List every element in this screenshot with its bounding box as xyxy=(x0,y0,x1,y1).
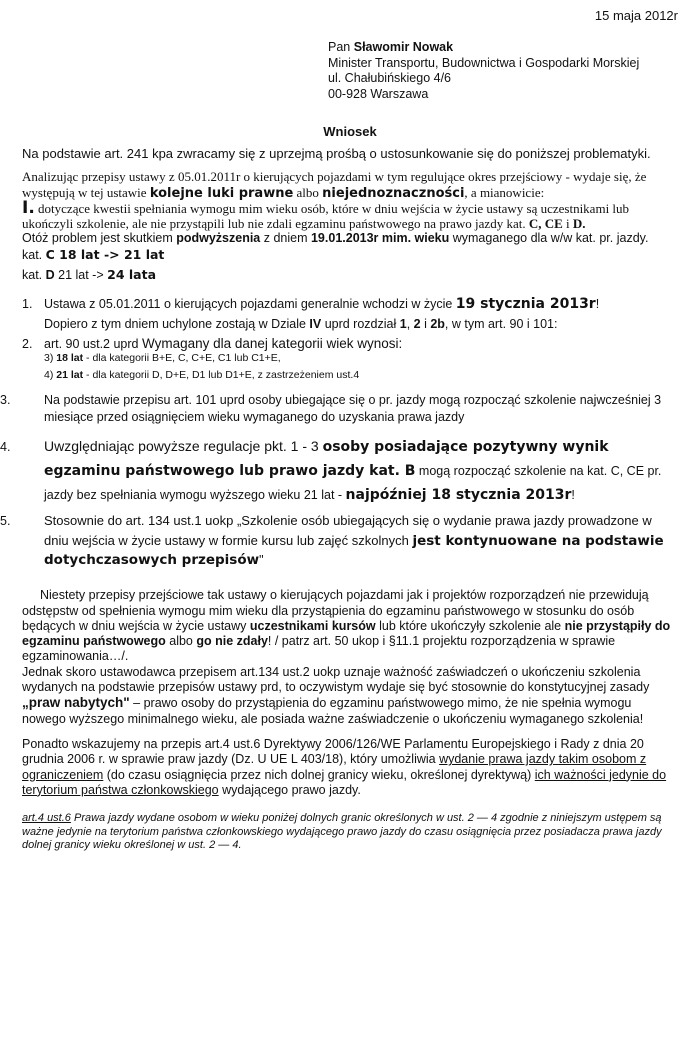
paragraph-directive: Ponadto wskazujemy na przepis art.4 ust.6 Dyrektywy 2006/126/WE Parlamentu Europejskiego i Rady z dnia 20 grudnia 2006 r. w sprawie praw jazdy (Dz. U UE L 403/18), który umożliwia wydanie prawa jazdy takim osobom z ograniczeniem (do czasu osiągnięcia przez nich dolnej granicy wieku, określonej dyrektywą) ich ważności jedynie do terytorium państwa członkowskiego wydającego prawo jazdy. xyxy=(22,736,667,797)
recipient-address xyxy=(328,40,639,102)
salutation: Pan xyxy=(328,40,351,54)
recipient-name: Sławomir Nowak xyxy=(353,40,454,54)
list-item-1-detail: Dopiero z tym dniem uchylone zostają w Dziale IV uprd rozdział 1, 2 i 2b, w tym art. 90 i 101: xyxy=(44,316,558,331)
document-title: Wniosek xyxy=(323,124,377,139)
point-i-marker: I. xyxy=(22,197,35,218)
recipient-street: ul. Chałubińskiego 4/6 xyxy=(328,71,451,85)
list-item-4: 4. Uwzględniając powyższe regulacje pkt. 1 - 3 osoby posiadające pozytywny wynik egzaminu państwowego lub prawo jazdy kat. B mogą rozpocząć szkolenie na kat. C, CE pr. jazdy bez spełniania wymogu wyższego wieku 21 lat - najpóźniej 18 stycznia 2013r! xyxy=(0,438,662,504)
letter-date: 15 maja 2012r xyxy=(594,8,678,23)
recipient-city: 00-928 Warszawa xyxy=(328,86,429,101)
directive-quote: art.4 ust.6 Prawa jazdy wydane osobom w wieku poniżej dolnych granic określonych w ust. 2 — 4 zgodnie z niniejszym ustępem są ważne jedynie na terytorium państwa członkowskiego wydającego prawo jazdy do czasu osiągnięcia przez posiadacza prawa jazdy dolnej granicy wieku określonej w ust. 2 — 4. xyxy=(22,812,662,852)
point-i: I. dotyczące kwestii spełniania wymogu mim wieku osób, które w dniu wejścia w życie ustawy są uczestnikami lub ukończyli szkolenie, ale nie przystąpili lub nie zdali egzaminu państwowego na prawo jazdy kat. C, CE i D. xyxy=(22,197,630,232)
list-item-2: 2. art. 90 ust.2 uprd Wymagany dla danej kategorii wiek wynosi: xyxy=(22,335,403,351)
analysis-paragraph: Analizując przepisy ustawy z 05.01.2011r o kierujących pojazdami w tym regulujące okres przejściowy - wydaje się, że występują w tej ustawie kolejne luki prawne albo niejednoznaczności, a mianowicie: xyxy=(22,169,647,201)
kat-c-line: kat. C 18 lat -> 21 lat xyxy=(22,246,165,262)
list-item-1: 1. Ustawa z 05.01.2011 o kierujących pojazdami generalnie wchodzi w życie 19 stycznia 2013r! xyxy=(22,296,600,313)
recipient-name-line xyxy=(328,40,639,56)
list-item-3: 3. Na podstawie przepisu art. 101 uprd osoby ubiegające się o pr. jazdy mogą rozpocząć szkolenie najwcześniej 3 miesiące przed osiągnięciem wieku wymaganego do uzyskania prawa jazdy xyxy=(0,393,662,425)
list-item-2-sub-3: 3) 18 lat - dla kategorii B+E, C, C+E, C1 lub C1+E, xyxy=(44,352,281,365)
list-item-2-sub-4: 4) 21 lat - dla kategorii D, D+E, D1 lub D1+E, z zastrzeżeniem ust.4 xyxy=(44,369,360,382)
problem-paragraph: Otóż problem jest skutkiem podwyższenia z dniem 19.01.2013r mim. wieku wymaganego dla w/w kat. pr. jazdy. xyxy=(22,231,649,246)
paragraph-acquired-rights: Jednak skoro ustawodawca przepisem art.134 ust.2 uokp uznaje ważność zaświadczeń o ukończeniu szkolenia wydanych na podstawie przepisów ustawy prd, to oczywistym wydaje się być stosownie do konstytucyjnej zasady „praw nabytych" – prawo osoby do przystąpienia do egzaminu państwowego mimo, że nie spełnia wymogu nowego wyższego minimalnego wieku, ale posiada ważne zaświadczenie o ukończeniu wymaganego szkolenia! xyxy=(22,664,650,726)
paragraph-transitional: Niestety przepisy przejściowe tak ustawy o kierujących pojazdami jak i projektów rozporządzeń nie przewidują odstępstw od spełnienia wymogu mim wieku dla przystąpienia do egzaminu państwowego w stosunku do osób będących w dniu wejścia w życie ustawy uczestnikami kursów lub które ukończyły szkolenie ale nie przystąpiły do egzaminu państwowego albo go nie zdały! / patrz art. 50 ukop i §11.1 projektu rozporządzenia w sprawie egzaminowania…/. xyxy=(22,588,671,664)
kat-d-line: kat. D 21 lat -> 24 lata xyxy=(22,267,157,283)
document-body xyxy=(0,146,677,853)
list-item-5: 5. Stosownie do art. 134 ust.1 uokp „Szkolenie osób ubiegających się o wydanie prawa jazdy prowadzone w dniu wejścia w życie ustawy w formie kursu lub zajęć szkolnych jest kontynuowane na podstawie dotychczasowych przepisów" xyxy=(0,513,664,569)
recipient-title: Minister Transportu, Budownictwa i Gospodarki Morskiej xyxy=(328,55,640,70)
intro-paragraph: Na podstawie art. 241 kpa zwracamy się z uprzejmą prośbą o ustosunkowanie się do poniższej problematyki. xyxy=(22,146,651,161)
